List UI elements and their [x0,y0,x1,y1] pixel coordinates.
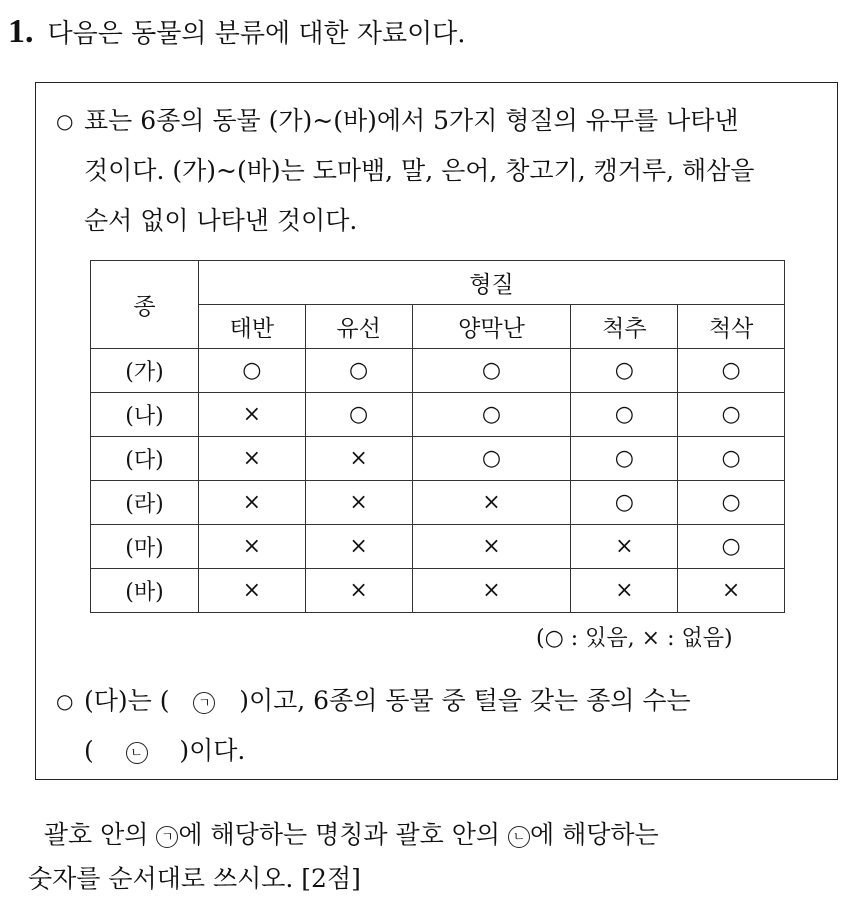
trait-header: 태반 [199,305,306,349]
question-number: 1. [8,13,34,50]
species-label: (나) [91,393,199,437]
trait-cell: × [199,481,306,525]
species-label: (마) [91,525,199,569]
trait-cell: × [199,525,306,569]
trait-header: 척추 [571,305,678,349]
statement-line-1 [84,679,691,723]
intro-line-1: 표는 6종의 동물 (가)~(바)에서 5가지 형질의 유무를 나타낸 [84,106,739,135]
statement-line-2 [84,729,245,773]
trait-cell: ○ [571,481,678,525]
trait-cell: ○ [571,349,678,393]
question-header [8,12,466,54]
trait-cell: ○ [571,437,678,481]
table-row [91,349,785,393]
trait-cell: × [412,481,571,525]
trait-cell: × [305,437,412,481]
trait-cell: × [305,569,412,613]
trait-header: 척삭 [678,305,785,349]
trait-cell: ○ [412,349,571,393]
table-row [91,525,785,569]
intro-line-2: 것이다. (가)~(바)는 도마뱀, 말, 은어, 창고기, 캥거루, 해삼을 [84,156,755,185]
trait-cell: ○ [678,481,785,525]
trait-cell: ○ [412,437,571,481]
trait-cell: ○ [678,393,785,437]
bullet-icon: ○ [56,689,74,713]
trait-cell: × [199,437,306,481]
trait-cell: ○ [305,393,412,437]
trait-cell: ○ [412,393,571,437]
trait-cell: ○ [305,349,412,393]
bullet-icon: ○ [56,109,74,133]
trait-cell: × [412,569,571,613]
data-box [35,82,838,780]
trait-cell: × [571,569,678,613]
instruction-text: 에 해당하는 [529,820,659,849]
trait-cell: × [199,393,306,437]
trait-header: 양막난 [412,305,571,349]
table-row [91,481,785,525]
trait-cell: ○ [571,393,678,437]
instruction [28,813,659,901]
species-label: (가) [91,349,199,393]
trait-cell: × [678,569,785,613]
table-row [91,393,785,437]
circle-a-icon: ㄱ [156,826,178,848]
trait-cell: × [571,525,678,569]
trait-cell: × [199,569,306,613]
statement-text: )이고, 6종의 동물 중 털을 갖는 종의 수는 [239,686,691,715]
table-row [91,437,785,481]
trait-cell: ○ [678,525,785,569]
instruction-text: 괄호 안의 [43,820,149,849]
instruction-line-1 [28,813,659,857]
circle-b-icon: ㄴ [508,826,530,848]
species-label: (라) [91,481,199,525]
trait-table [90,260,785,613]
trait-cell: × [305,481,412,525]
statement-text: )이다. [179,736,246,765]
table-legend: (○ : 있음, × : 없음) [536,626,733,651]
species-label: (바) [91,569,199,613]
circle-a-icon: ㄱ [193,692,215,714]
intro-line-3: 순서 없이 나타낸 것이다. [84,206,358,235]
species-label: (다) [91,437,199,481]
trait-cell: × [305,525,412,569]
statement-text: ( [84,736,94,765]
species-header: 종 [91,261,199,349]
trait-header: 유선 [305,305,412,349]
trait-cell: ○ [678,349,785,393]
statement-text: (다)는 ( [84,686,170,715]
trait-cell: ○ [199,349,306,393]
trait-cell: × [412,525,571,569]
trait-cell: ○ [678,437,785,481]
instruction-text: 에 해당하는 명칭과 괄호 안의 [178,820,501,849]
traits-header: 형질 [199,261,785,305]
circle-b-icon: ㄴ [126,742,148,764]
instruction-line-2: 숫자를 순서대로 쓰시오. [2점] [28,864,361,893]
question-prompt: 다음은 동물의 분류에 대한 자료이다. [47,19,466,49]
table-row [91,569,785,613]
